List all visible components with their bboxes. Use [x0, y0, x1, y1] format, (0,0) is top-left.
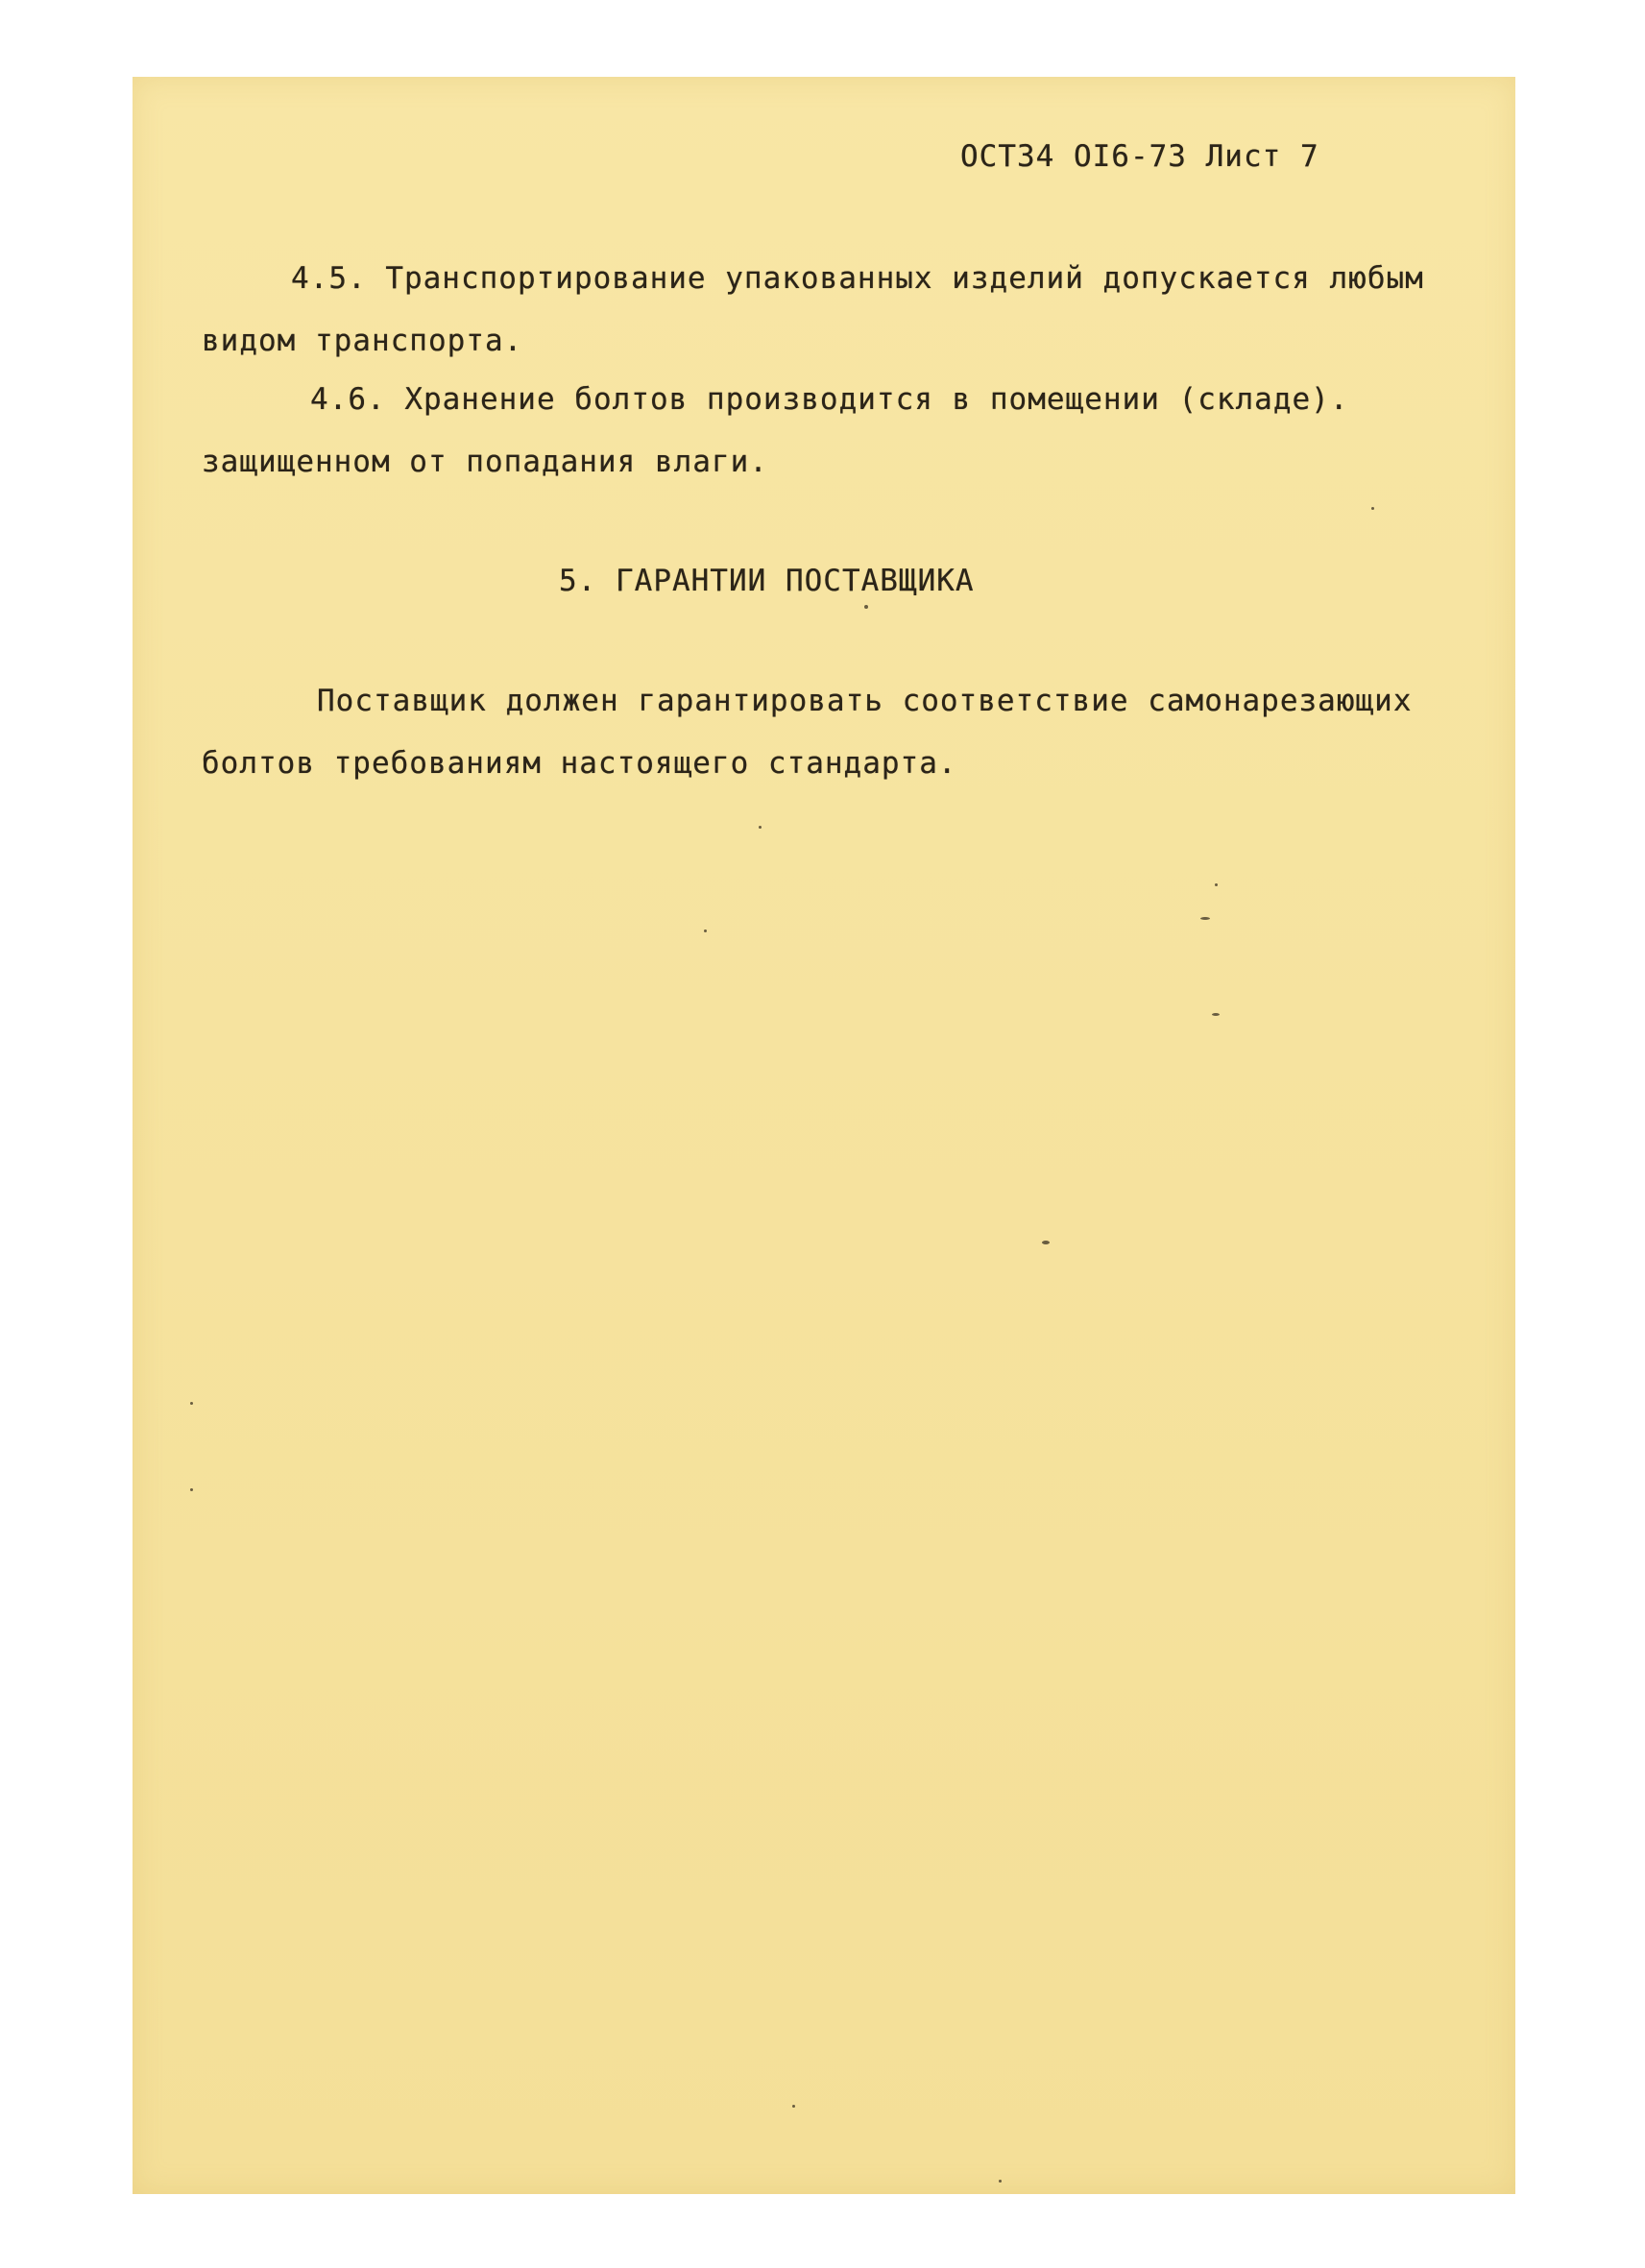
section-5-paragraph-line-1: Поставщик должен гарантировать соответствие самонарезающих [317, 684, 1413, 718]
scan-speck [999, 2180, 1002, 2183]
scan-speck [864, 605, 868, 609]
scan-speck [759, 826, 762, 829]
document-header: ОСТ34 ОI6-73 Лист 7 [960, 139, 1319, 174]
scan-speck [704, 929, 707, 932]
scan-speck [1212, 1013, 1220, 1016]
section-5-heading: 5. ГАРАНТИИ ПОСТАВЩИКА [559, 564, 975, 598]
scan-speck [190, 1402, 193, 1405]
paragraph-4-5-line-2: видом транспорта. [202, 324, 523, 358]
scan-speck [1215, 883, 1218, 886]
scan-speck [1200, 917, 1210, 920]
scan-speck [792, 2105, 795, 2108]
scan-speck [1042, 1241, 1050, 1244]
paragraph-4-6-line-1: 4.6. Хранение болтов производится в помещении (складе). [310, 382, 1349, 417]
section-5-paragraph-line-2: болтов требованиям настоящего стандарта. [202, 746, 957, 781]
scan-speck [1371, 507, 1374, 510]
scan-speck [190, 1488, 193, 1491]
paragraph-4-5-line-1: 4.5. Транспортирование упакованных изделий допускается любым [291, 261, 1424, 296]
paragraph-4-6-line-2: защищенном от попадания влаги. [202, 445, 768, 479]
